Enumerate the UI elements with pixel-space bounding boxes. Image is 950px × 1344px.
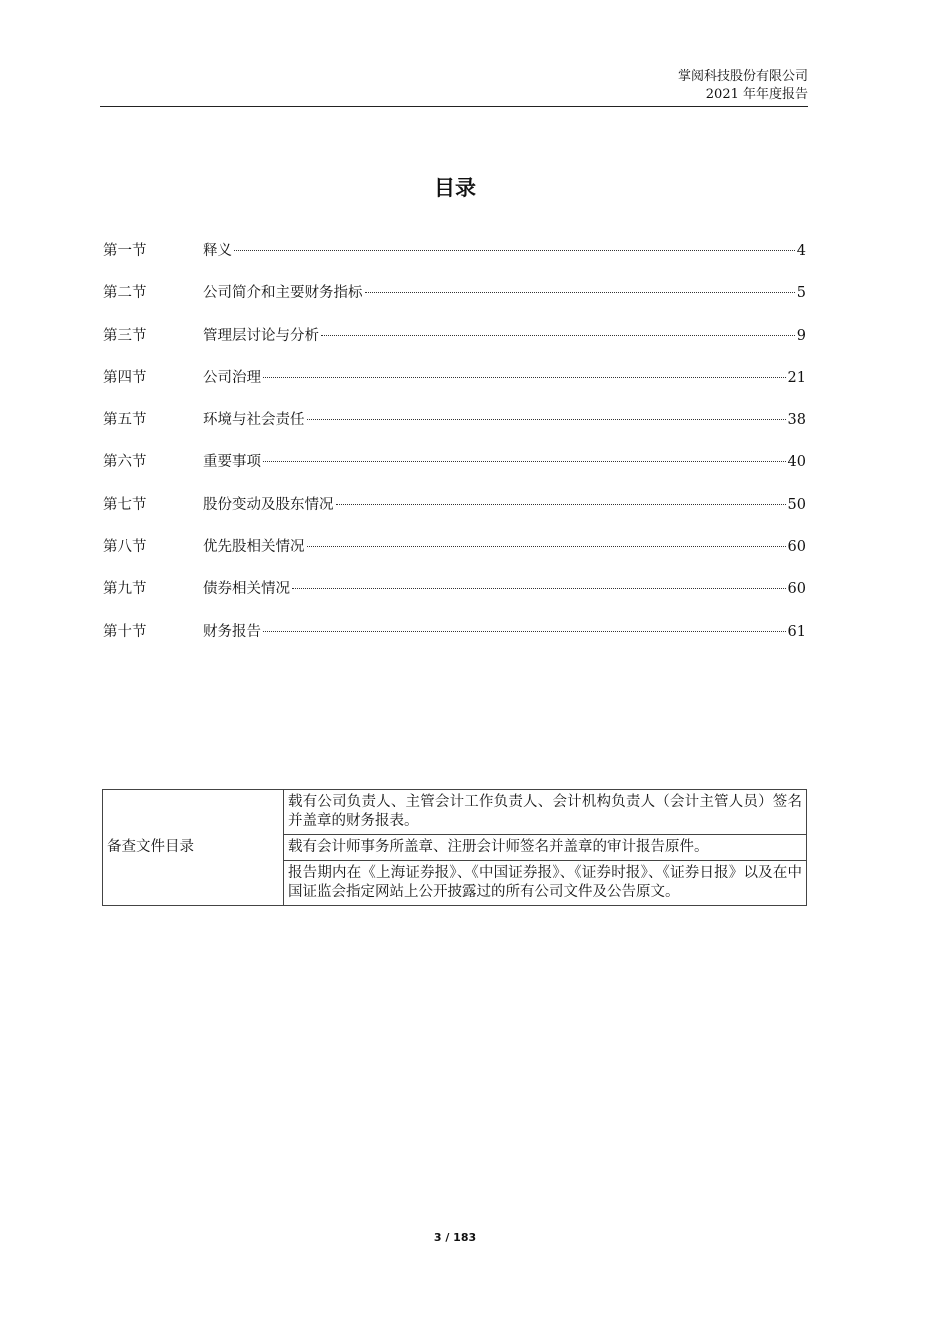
toc-section-title: 管理层讨论与分析 [203, 327, 319, 344]
toc-section-number: 第三节 [103, 327, 147, 344]
reference-doc-item: 载有公司负责人、主管会计工作负责人、会计机构负责人（会计主管人员）签名并盖章的财务报表。 [284, 790, 807, 835]
toc-entry [103, 364, 806, 406]
toc-entry [103, 575, 806, 617]
toc-entry [103, 533, 806, 575]
page-number-footer: 3 / 183 [433, 1231, 477, 1244]
toc-page-number: 50 [787, 496, 806, 513]
toc-dot-leader [307, 546, 786, 547]
toc-dot-leader [234, 250, 795, 251]
toc-section-number: 第十节 [103, 623, 147, 640]
toc-page-number: 4 [796, 243, 806, 259]
toc-link-section-1[interactable] [203, 237, 806, 265]
toc-page-number: 40 [787, 454, 806, 471]
toc-section-title: 财务报告 [203, 623, 261, 640]
toc-page-number: 61 [787, 623, 806, 640]
toc-dot-leader [307, 419, 786, 420]
toc-dot-leader [263, 377, 786, 378]
toc-link-section-5[interactable] [203, 406, 806, 434]
toc-page-number: 21 [787, 369, 806, 386]
reference-documents-table [102, 789, 807, 906]
toc-entry [103, 237, 806, 279]
toc-page-number: 60 [787, 539, 806, 556]
toc-section-title: 公司简介和主要财务指标 [203, 285, 363, 302]
toc-dot-leader [263, 461, 786, 462]
reference-doc-item: 载有会计师事务所盖章、注册会计师签名并盖章的审计报告原件。 [284, 835, 807, 861]
table-row [103, 790, 807, 835]
toc-section-title: 股份变动及股东情况 [203, 496, 334, 513]
page-header [100, 64, 808, 107]
toc-section-title: 环境与社会责任 [203, 412, 305, 429]
toc-section-number: 第一节 [103, 243, 147, 259]
toc-dot-leader [321, 335, 795, 336]
toc-page-number: 38 [787, 412, 806, 429]
toc-section-number: 第四节 [103, 369, 147, 386]
toc-link-section-10[interactable] [203, 618, 806, 646]
toc-section-number: 第八节 [103, 539, 147, 556]
toc-entry [103, 406, 806, 448]
toc-link-section-3[interactable] [203, 322, 806, 350]
reference-doc-item: 报告期内在《上海证券报》、《中国证券报》、《证券时报》、《证券日报》以及在中国证监会指定网站上公开披露过的所有公司文件及公告原文。 [284, 861, 807, 906]
toc-page-number: 5 [796, 285, 806, 302]
toc-link-section-6[interactable] [203, 448, 806, 476]
toc-link-section-7[interactable] [203, 491, 806, 519]
table-of-contents [103, 237, 806, 660]
toc-section-number: 第七节 [103, 496, 147, 513]
toc-dot-leader [336, 504, 786, 505]
toc-section-number: 第二节 [103, 285, 147, 302]
toc-section-title: 释义 [203, 243, 232, 259]
toc-section-number: 第六节 [103, 454, 147, 471]
toc-entry [103, 618, 806, 660]
toc-dot-leader [365, 292, 795, 293]
toc-entry [103, 491, 806, 533]
toc-section-title: 重要事项 [203, 454, 261, 471]
toc-link-section-8[interactable] [203, 533, 806, 561]
header-company-name: 掌阅科技股份有限公司 [677, 69, 808, 84]
toc-section-title: 债券相关情况 [203, 581, 290, 598]
toc-page-number: 60 [787, 581, 806, 598]
toc-entry [103, 448, 806, 490]
toc-link-section-2[interactable] [203, 279, 806, 307]
toc-dot-leader [292, 588, 786, 589]
toc-section-number: 第九节 [103, 581, 147, 598]
toc-section-number: 第五节 [103, 412, 147, 429]
toc-section-title: 优先股相关情况 [203, 539, 305, 556]
toc-dot-leader [263, 631, 786, 632]
toc-link-section-9[interactable] [203, 575, 806, 603]
toc-page-number: 9 [796, 327, 806, 344]
toc-entry [103, 279, 806, 321]
toc-link-section-4[interactable] [203, 364, 806, 392]
header-report-title: 2021 年年度报告 [705, 87, 808, 102]
toc-entry [103, 322, 806, 364]
toc-section-title: 公司治理 [203, 369, 261, 386]
reference-docs-label: 备查文件目录 [103, 790, 284, 906]
toc-title: 目录 [434, 176, 476, 200]
